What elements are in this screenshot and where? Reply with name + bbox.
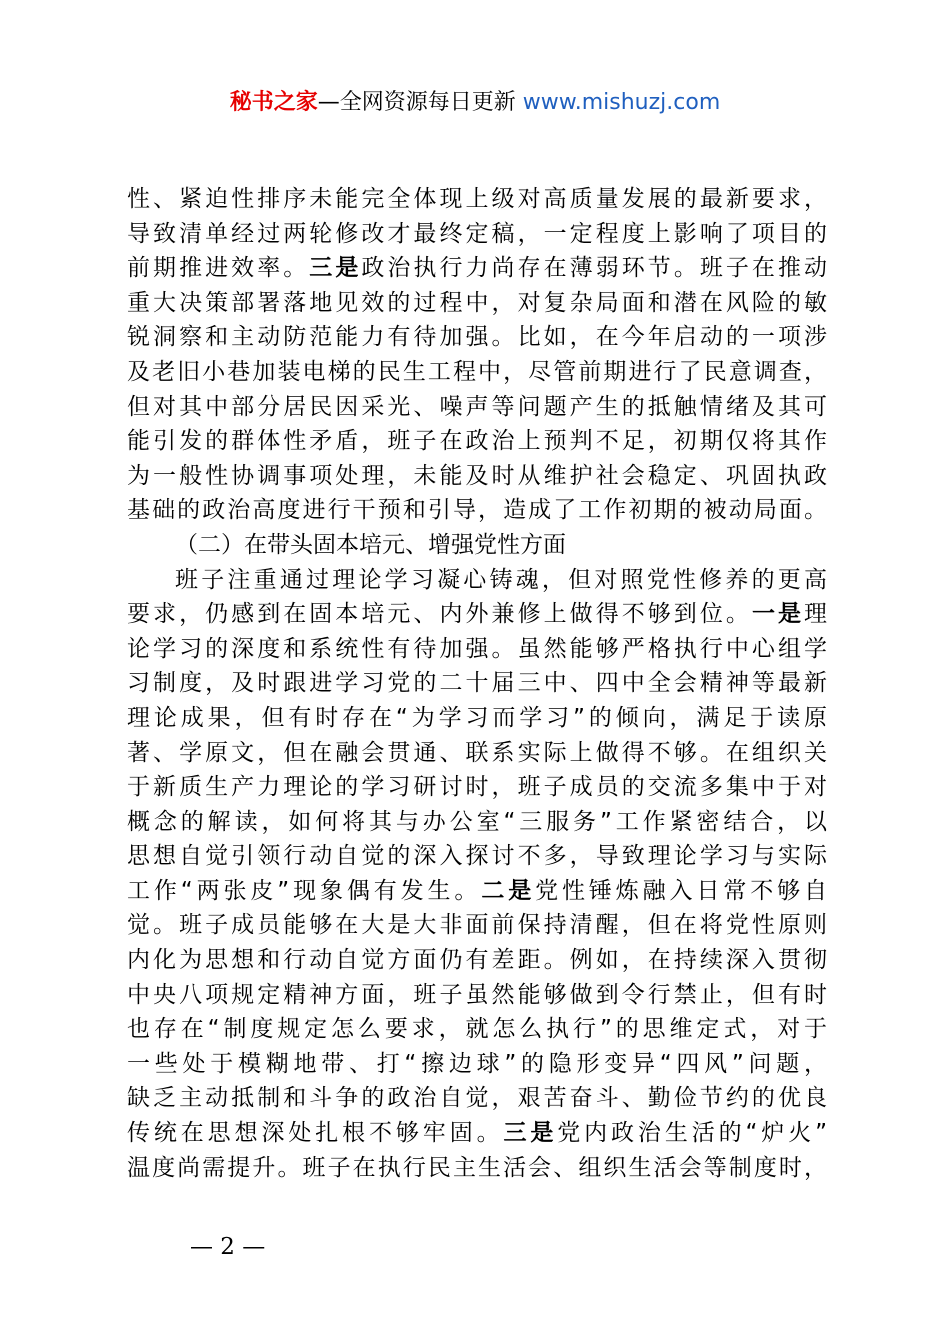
text-line: 重大决策部署落地见效的过程中，对复杂局面和潜在风险的敏 <box>127 289 827 316</box>
text-line: 思想自觉引领行动自觉的深入探讨不多，导致理论学习与实际 <box>127 843 827 870</box>
text-run: 理 <box>804 601 828 628</box>
text-line: 觉。班子成员能够在大是大非面前保持清醒，但在将党性原则 <box>127 912 827 939</box>
text-run: 政治执行力尚存在薄弱环节。班子在推动 <box>361 255 828 282</box>
bold-marker: 一是 <box>751 601 805 628</box>
text-line: 也存在“制度规定怎么要求，就怎么执行”的思维定式，对于 <box>127 1016 827 1043</box>
text-line: 基础的政治高度进行干预和引导，造成了工作初期的被动局面。 <box>127 497 827 524</box>
text-line: 缺乏主动抵制和斗争的政治自觉，艰苦奋斗、勤俭节约的优良 <box>127 1085 827 1112</box>
text-run: 党内政治生活的“炉火” <box>557 1120 827 1147</box>
text-line <box>127 874 827 909</box>
text-line: 但对其中部分居民因采光、噪声等问题产生的抵触情绪及其可 <box>127 393 827 420</box>
text-line: 锐洞察和主动防范能力有待加强。比如，在今年启动的一项涉 <box>127 324 827 351</box>
text-line: 理论成果，但有时存在“为学习而学习”的倾向，满足于读原 <box>127 704 827 731</box>
text-line: 论学习的深度和系统性有待加强。虽然能够严格执行中心组学 <box>127 635 827 662</box>
bold-marker: 三是 <box>309 255 362 282</box>
text-line: 为一般性协调事项处理，未能及时从维护社会稳定、巩固执政 <box>127 462 827 489</box>
text-line: 概念的解读，如何将其与办公室“三服务”工作紧密结合，以 <box>127 808 827 835</box>
text-line: 导致清单经过两轮修改才最终定稿，一定程度上影响了项目的 <box>127 220 827 247</box>
text-line: 于新质生产力理论的学习研讨时，班子成员的交流多集中于对 <box>127 774 827 801</box>
text-run: 工作“两张皮”现象偶有发生。 <box>127 877 482 904</box>
bold-marker: 三是 <box>503 1120 558 1147</box>
text-line: 著、学原文，但在融会贯通、联系实际上做得不够。在组织关 <box>127 739 827 766</box>
document-body <box>127 182 827 1185</box>
text-line: 一些处于模糊地带、打“擦边球”的隐形变异“四风”问题， <box>127 1050 827 1077</box>
text-line: 内化为思想和行动自觉方面仍有差距。例如，在持续深入贯彻 <box>127 947 827 974</box>
bold-marker: 二是 <box>481 877 536 904</box>
text-run: 要求，仍感到在固本培元、内外兼修上做得不够到位。 <box>127 601 752 628</box>
text-line: 性、紧迫性排序未能完全体现上级对高质量发展的最新要求， <box>127 186 827 212</box>
brand-name: 秘书之家 <box>229 90 318 115</box>
site-url-link[interactable]: www.mishuzj.com <box>522 90 721 115</box>
section-heading: （二）在带头固本培元、增强党性方面 <box>175 531 566 558</box>
text-line: 温度尚需提升。班子在执行民主生活会、组织生活会等制度时， <box>127 1154 827 1181</box>
text-line: 及老旧小巷加装电梯的民生工程中，尽管前期进行了民意调查， <box>127 358 827 385</box>
page-number: — 2 — <box>190 1234 266 1260</box>
text-line <box>127 1116 827 1151</box>
text-line: 能引发的群体性矛盾，班子在政治上预判不足，初期仅将其作 <box>127 428 827 455</box>
text-line: 习制度，及时跟进学习党的二十届三中、四中全会精神等最新 <box>127 670 827 697</box>
text-run: 传统在思想深处扎根不够牢固。 <box>127 1120 504 1147</box>
text-line <box>127 251 827 286</box>
text-run: 前期推进效率。 <box>127 255 310 282</box>
header-slogan: —全网资源每日更新 <box>317 90 523 115</box>
text-line: 班子注重通过理论学习凝心铸魂，但对照党性修养的更高 <box>175 566 827 593</box>
site-header <box>0 88 950 118</box>
text-line: 中央八项规定精神方面，班子虽然能够做到令行禁止，但有时 <box>127 981 827 1008</box>
text-run: 党性锤炼融入日常不够自 <box>535 877 827 904</box>
text-line <box>127 597 827 632</box>
